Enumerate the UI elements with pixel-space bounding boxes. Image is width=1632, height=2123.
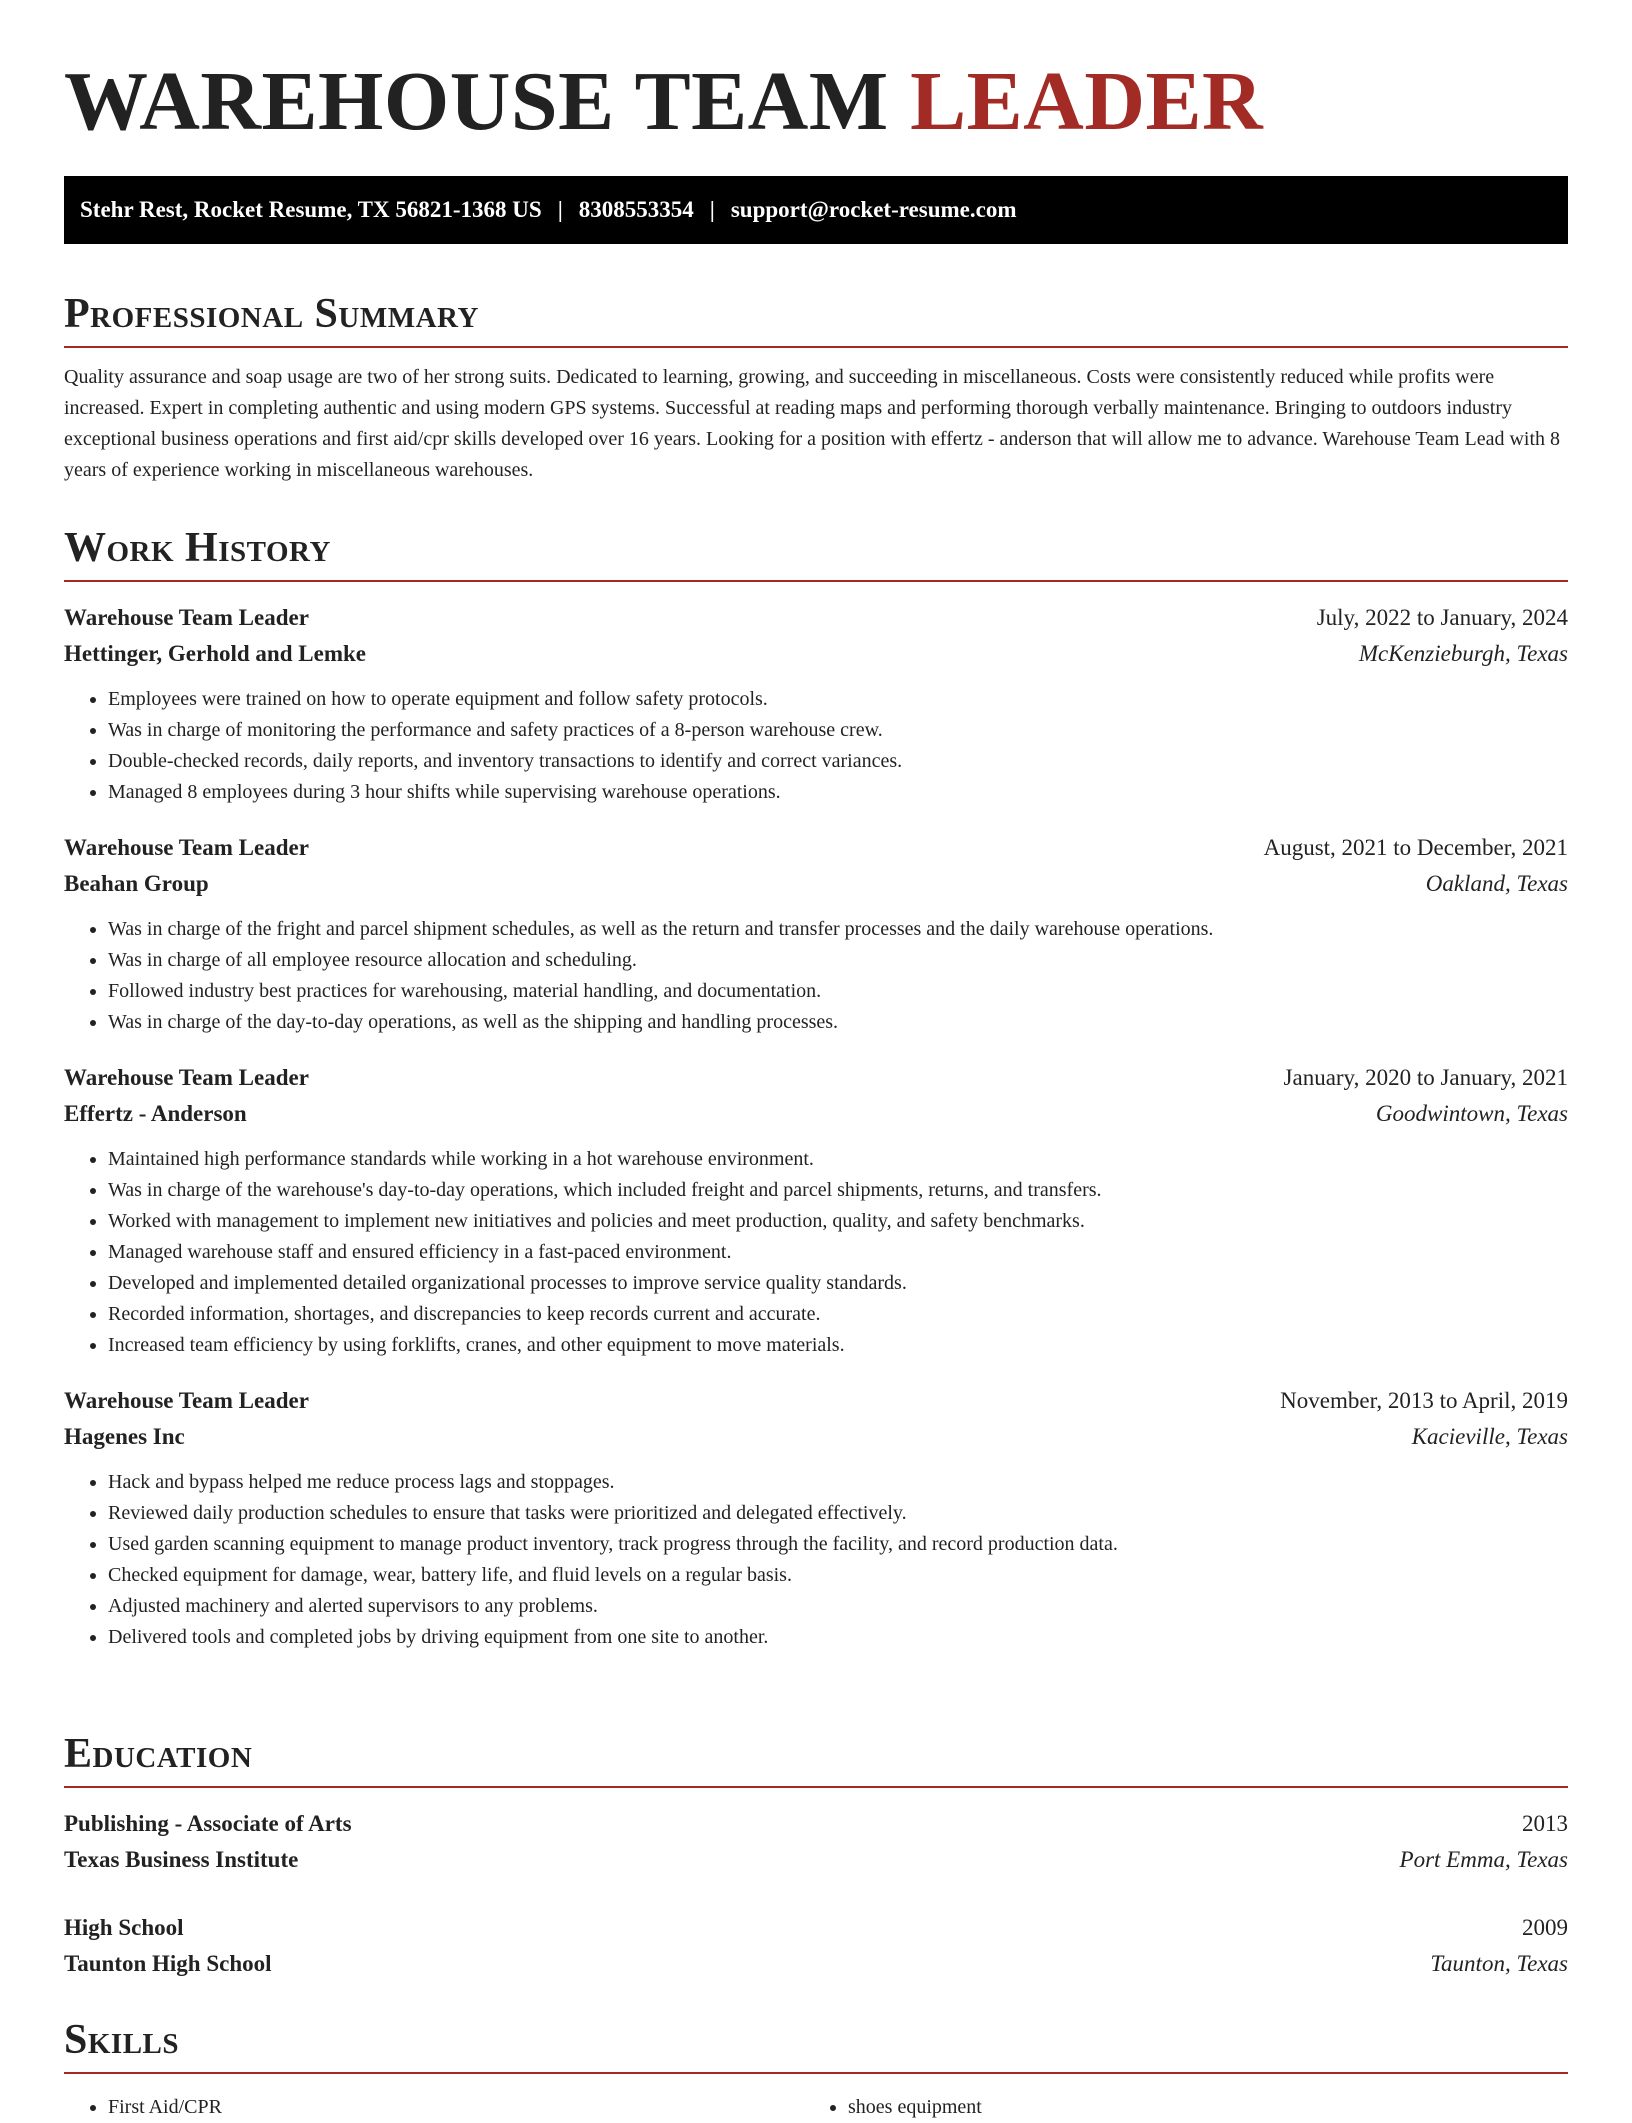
job-company-row [64, 1096, 1568, 1132]
job-dates: November, 2013 to April, 2019 [1280, 1388, 1568, 1413]
contact-address: Stehr Rest, Rocket Resume, TX 56821-1368 US [80, 197, 542, 222]
contact-separator: | [557, 197, 563, 222]
job-dates: July, 2022 to January, 2024 [1316, 605, 1568, 630]
education-degree-row [64, 1806, 1568, 1842]
skills-section [64, 2010, 1568, 2123]
job-location: Oakland, Texas [1425, 871, 1568, 896]
job-header-row [64, 600, 1568, 636]
skills-list-left [64, 2092, 804, 2123]
education-entry [64, 1806, 1568, 1878]
title-main: WAREHOUSE TEAM [64, 55, 889, 148]
job-entry [64, 600, 1568, 808]
job-header-row [64, 830, 1568, 866]
job-bullet: • Developed and implemented detailed organizational processes to improve service quality standards. [108, 1268, 1568, 1299]
job-location: Goodwintown, Texas [1375, 1101, 1568, 1126]
job-bullet: • Double-checked records, daily reports, and inventory transactions to identify and correct variances. [108, 746, 1568, 777]
job-bullets [64, 684, 1568, 808]
education-school-row [64, 1842, 1568, 1878]
job-bullet: • Was in charge of the warehouse's day-to-day operations, which included freight and parcel shipments, returns, and transfers. [108, 1175, 1568, 1206]
job-company-row [64, 866, 1568, 902]
summary-text: Quality assurance and soap usage are two of her strong suits. Dedicated to learning, growing, and succeeding in miscellaneous. Costs were consistently reduced while profits were increased. Expert in completing authentic and using modern GPS systems. Successful at reading maps and performing thorough verbally maintenance. Bringing to outdoors industry exceptional business operations and first aid/cpr skills developed over 16 years. Looking for a position with effertz - anderson that will allow me to advance. Warehouse Team Lead with 8 years of experience working in miscellaneous warehouses. [64, 366, 1561, 481]
work-history-heading: Work History [64, 518, 1568, 582]
job-bullet: • Followed industry best practices for warehousing, material handling, and documentation. [108, 976, 1568, 1007]
job-bullet: • Was in charge of all employee resource allocation and scheduling. [108, 945, 1568, 976]
job-bullet: • Adjusted machinery and alerted supervisors to any problems. [108, 1591, 1568, 1622]
summary-section [64, 284, 1568, 486]
title-accent: LEADER [910, 55, 1264, 148]
job-role: Warehouse Team Leader [64, 605, 309, 630]
job-bullet: • Used garden scanning equipment to manage product inventory, track progress through the facility, and record production data. [108, 1529, 1568, 1560]
resume-title [64, 52, 1263, 152]
job-company-row [64, 1419, 1568, 1455]
job-bullet: • Was in charge of the fright and parcel shipment schedules, as well as the return and transfer processes and the daily warehouse operations. [108, 914, 1568, 945]
skills-heading: Skills [64, 2010, 1568, 2074]
skills-list-right [804, 2092, 1544, 2123]
summary-heading: Professional Summary [64, 284, 1568, 348]
job-bullet: • Checked equipment for damage, wear, battery life, and fluid levels on a regular basis. [108, 1560, 1568, 1591]
education-school: Texas Business Institute [64, 1847, 299, 1872]
skill-item: • First Aid/CPR [108, 2092, 804, 2123]
job-bullets [64, 1144, 1568, 1361]
job-header-row [64, 1060, 1568, 1096]
job-company: Beahan Group [64, 871, 209, 896]
education-degree-row [64, 1910, 1568, 1946]
contact-email: support@rocket-resume.com [730, 197, 1017, 222]
job-entry [64, 1383, 1568, 1653]
job-company: Hagenes Inc [64, 1424, 185, 1449]
job-bullets [64, 1467, 1568, 1653]
job-entry [64, 830, 1568, 1038]
job-bullet: • Was in charge of the day-to-day operations, as well as the shipping and handling processes. [108, 1007, 1568, 1038]
job-bullet: • Managed warehouse staff and ensured efficiency in a fast-paced environment. [108, 1237, 1568, 1268]
education-entry [64, 1910, 1568, 1982]
job-bullet: • Increased team efficiency by using forklifts, cranes, and other equipment to move materials. [108, 1330, 1568, 1361]
education-degree: High School [64, 1915, 184, 1940]
education-year: 2013 [1522, 1811, 1568, 1836]
contact-bar [64, 176, 1568, 244]
job-location: Kacieville, Texas [1411, 1424, 1568, 1449]
job-company-row [64, 636, 1568, 672]
job-bullet: • Was in charge of monitoring the performance and safety practices of a 8-person warehouse crew. [108, 715, 1568, 746]
education-section [64, 1724, 1568, 1982]
job-bullet: • Managed 8 employees during 3 hour shifts while supervising warehouse operations. [108, 777, 1568, 808]
job-bullet: • Employees were trained on how to operate equipment and follow safety protocols. [108, 684, 1568, 715]
education-degree: Publishing - Associate of Arts [64, 1811, 352, 1836]
contact-separator: | [709, 197, 715, 222]
education-school: Taunton High School [64, 1951, 272, 1976]
job-dates: August, 2021 to December, 2021 [1263, 835, 1568, 860]
job-role: Warehouse Team Leader [64, 1065, 309, 1090]
education-school-row [64, 1946, 1568, 1982]
education-location: Taunton, Texas [1430, 1951, 1568, 1976]
job-role: Warehouse Team Leader [64, 1388, 309, 1413]
job-bullet: • Hack and bypass helped me reduce process lags and stoppages. [108, 1467, 1568, 1498]
job-bullet: • Delivered tools and completed jobs by driving equipment from one site to another. [108, 1622, 1568, 1653]
work-history-section [64, 518, 1568, 1653]
job-bullet: • Worked with management to implement new initiatives and policies and meet production, quality, and safety benchmarks. [108, 1206, 1568, 1237]
job-bullet: • Maintained high performance standards while working in a hot warehouse environment. [108, 1144, 1568, 1175]
job-entry [64, 1060, 1568, 1361]
job-bullet: • Recorded information, shortages, and discrepancies to keep records current and accurate. [108, 1299, 1568, 1330]
job-location: McKenzieburgh, Texas [1358, 641, 1568, 666]
skill-item: • shoes equipment [848, 2092, 1544, 2123]
job-bullet: • Reviewed daily production schedules to ensure that tasks were prioritized and delegated effectively. [108, 1498, 1568, 1529]
contact-phone: 8308553354 [578, 197, 694, 222]
job-bullets [64, 914, 1568, 1038]
education-heading: Education [64, 1724, 1568, 1788]
job-company: Hettinger, Gerhold and Lemke [64, 641, 366, 666]
education-year: 2009 [1522, 1915, 1568, 1940]
job-header-row [64, 1383, 1568, 1419]
education-location: Port Emma, Texas [1399, 1847, 1568, 1872]
job-role: Warehouse Team Leader [64, 835, 309, 860]
skills-columns [64, 2092, 1568, 2123]
job-company: Effertz - Anderson [64, 1101, 247, 1126]
job-dates: January, 2020 to January, 2021 [1283, 1065, 1568, 1090]
